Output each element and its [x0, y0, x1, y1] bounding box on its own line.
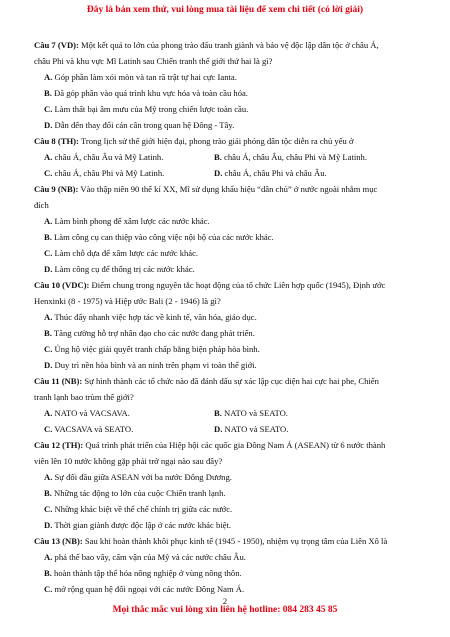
- option-label: A.: [44, 312, 53, 322]
- option-label: D.: [214, 168, 223, 178]
- question-13-stem: [34, 536, 422, 547]
- question-label: Câu 10 (VDC):: [34, 280, 90, 290]
- option-label: D.: [44, 120, 53, 130]
- hotline-footer: Mọi thắc mắc vui lòng xin liên hệ hotline: 084 283 45 85: [112, 605, 338, 615]
- option-label: C.: [44, 424, 53, 434]
- question-label: Câu 9 (NB):: [34, 184, 79, 194]
- option-label: A.: [44, 216, 53, 226]
- option-label: A.: [44, 408, 53, 418]
- question-10-stem-line-1: [34, 280, 422, 291]
- question-9-option-b: [44, 232, 432, 243]
- question-9-option-d: [44, 264, 432, 275]
- question-label: Câu 13 (NB):: [34, 536, 83, 546]
- question-10-option-d: [44, 360, 432, 371]
- question-label: Câu 11 (NB):: [34, 376, 83, 386]
- question-12-stem-line-2: viên lên 10 nước không gặp phải trở ngại nào sau đây?: [34, 456, 223, 466]
- option-text: Những tác động to lớn của cuộc Chiến tranh lạnh.: [54, 488, 226, 498]
- question-12-option-b: [44, 488, 432, 499]
- option-text: Đã góp phần vào quá trình khu vực hóa và toàn cầu hóa.: [54, 88, 248, 98]
- question-text: Vào thập niên 90 thế kỉ XX, Mĩ sử dụng khẩu hiệu “dân chủ” ở nước ngoài nhằm mục: [80, 184, 378, 194]
- question-12-option-c: [44, 504, 432, 515]
- question-8-option-d: [214, 168, 327, 179]
- option-label: B.: [214, 408, 222, 418]
- option-text: Làm thất bại âm mưu của Mỹ trong chiến lược toàn cầu.: [54, 104, 249, 114]
- option-label: D.: [44, 264, 53, 274]
- question-13-option-c: [44, 584, 432, 595]
- question-text: Một kết quả to lớn của phong trào đấu tranh giành và bảo vệ độc lập dân tộc ở châu Á,: [81, 40, 379, 50]
- option-label: C.: [44, 168, 53, 178]
- question-8-option-b: [214, 152, 367, 163]
- option-label: C.: [44, 504, 53, 514]
- option-label: B.: [44, 568, 52, 578]
- question-label: Câu 8 (TH):: [34, 136, 79, 146]
- option-label: D.: [214, 424, 223, 434]
- question-12-stem-line-1: [34, 440, 422, 451]
- question-7-option-a: [44, 72, 432, 83]
- question-12-option-d: [44, 520, 432, 531]
- question-7-option-b: [44, 88, 432, 99]
- option-label: B.: [44, 232, 52, 242]
- question-11-stem-line-1: [34, 376, 422, 387]
- question-text: Quá trình phát triển của Hiệp hội các quốc gia Đông Nam Á (ASEAN) từ 6 nước thành: [85, 440, 386, 450]
- question-8-stem: [34, 136, 422, 147]
- option-label: B.: [44, 328, 52, 338]
- page-number: 2: [222, 596, 228, 606]
- option-label: A.: [44, 152, 53, 162]
- option-text: NATO và SEATO.: [224, 408, 288, 418]
- question-text: Trong lịch sử thế giới hiện đại, phong trào giải phóng dân tộc diễn ra chủ yếu ở: [80, 136, 354, 146]
- question-10-stem-line-2: Henxinki (8 - 1975) và Hiệp ước Bali (2 - 1946) là gì?: [34, 296, 221, 306]
- question-13-option-b: [44, 568, 432, 579]
- question-7-stem-line-2: châu Phi và khu vực Mĩ Latinh sau Chiến tranh thế giới thứ hai là gì?: [34, 56, 273, 66]
- option-text: VACSAVA và SEATO.: [54, 424, 134, 434]
- option-text: Làm công cụ để thống trị các nước khác.: [54, 264, 195, 274]
- option-text: Sự đối đầu giữa ASEAN với ba nước Đông Dương.: [54, 472, 232, 482]
- option-text: Duy trì nền hòa bình và an ninh trên phạm vi toàn thế giới.: [54, 360, 257, 370]
- question-10-option-a: [44, 312, 432, 323]
- question-9-option-c: [44, 248, 432, 259]
- question-11-option-d: [214, 424, 288, 435]
- option-text: Tăng cường hỗ trợ nhân đạo cho các nước đang phát triển.: [53, 328, 255, 338]
- option-text: Thời gian giành được độc lập ở các nước khác biệt.: [54, 520, 231, 530]
- option-text: Những khác biệt về thể chế chính trị giữa các nước.: [54, 504, 233, 514]
- option-label: B.: [44, 488, 52, 498]
- question-7-option-c: [44, 104, 432, 115]
- option-text: Ủng hộ việc giải quyết tranh chấp bằng biện pháp hòa bình.: [54, 344, 260, 354]
- question-7-option-d: [44, 120, 432, 131]
- option-text: NATO và SEATO.: [224, 424, 289, 434]
- option-label: D.: [44, 360, 53, 370]
- option-label: C.: [44, 248, 53, 258]
- question-13-option-a: [44, 552, 432, 563]
- option-text: châu Á, châu Âu và Mỹ Latinh.: [54, 152, 164, 162]
- option-text: Góp phần làm xói mòn và tan rã trật tự hai cực Ianta.: [54, 72, 237, 82]
- question-9-stem-line-2: đích: [34, 200, 49, 210]
- option-text: mở rộng quan hệ đối ngoại với các nước Đông Nam Á.: [54, 584, 245, 594]
- option-text: châu Á, châu Phi và châu Âu.: [224, 168, 327, 178]
- question-9-option-a: [44, 216, 432, 227]
- preview-banner: Đây là bản xem thử, vui lòng mua tài liệu để xem chi tiết (có lời giải): [86, 5, 364, 15]
- option-text: Làm bình phong để xâm lược các nước khác.: [54, 216, 210, 226]
- option-label: C.: [44, 584, 53, 594]
- option-label: C.: [44, 104, 53, 114]
- option-text: châu Á, châu Âu, châu Phi và Mỹ Latinh.: [224, 152, 368, 162]
- question-10-option-c: [44, 344, 432, 355]
- option-text: phá thế bao vây, cấm vận của Mỹ và các nước châu Âu.: [54, 552, 246, 562]
- option-text: Thúc đẩy nhanh việc hợp tác về kinh tế, văn hóa, giáo dục.: [54, 312, 257, 322]
- option-label: A.: [44, 552, 53, 562]
- question-9-stem-line-1: [34, 184, 422, 195]
- option-label: B.: [214, 152, 222, 162]
- option-label: C.: [44, 344, 53, 354]
- option-text: Làm công cụ can thiệp vào công việc nội bộ của các nước khác.: [54, 232, 274, 242]
- question-11-option-b: [214, 408, 288, 419]
- option-text: châu Á, châu Phi và Mỹ Latinh.: [54, 168, 165, 178]
- question-label: Câu 12 (TH):: [34, 440, 84, 450]
- option-text: NATO và VACSAVA.: [54, 408, 130, 418]
- question-7-stem-line-1: [34, 40, 422, 51]
- option-label: A.: [44, 472, 53, 482]
- option-label: D.: [44, 520, 53, 530]
- option-text: Làm chỗ dựa để xâm lược các nước khác.: [54, 248, 199, 258]
- question-text: Điểm chung trong nguyên tắc hoạt động của tổ chức Liên hợp quốc (1945), Định ước: [91, 280, 386, 290]
- option-text: hoàn thành tập thể hóa nông nghiệp ở vùng nông thôn.: [54, 568, 242, 578]
- question-11-stem-line-2: tranh lạnh bao trùm thế giới?: [34, 392, 134, 402]
- question-text: Sau khi hoàn thành khôi phục kinh tế (1945 - 1950), nhiệm vụ trọng tâm của Liên Xô là: [84, 536, 388, 546]
- option-label: A.: [44, 72, 53, 82]
- question-text: Sự hình thành các tổ chức nào đã đánh dấu sự xác lập cục diện hai cực hai phe, Chiến: [84, 376, 379, 386]
- option-text: Dẫn đến thay đổi cán cân trong quan hệ Đông - Tây.: [54, 120, 235, 130]
- question-10-option-b: [44, 328, 432, 339]
- question-12-option-a: [44, 472, 432, 483]
- question-label: Câu 7 (VD):: [34, 40, 79, 50]
- option-label: B.: [44, 88, 52, 98]
